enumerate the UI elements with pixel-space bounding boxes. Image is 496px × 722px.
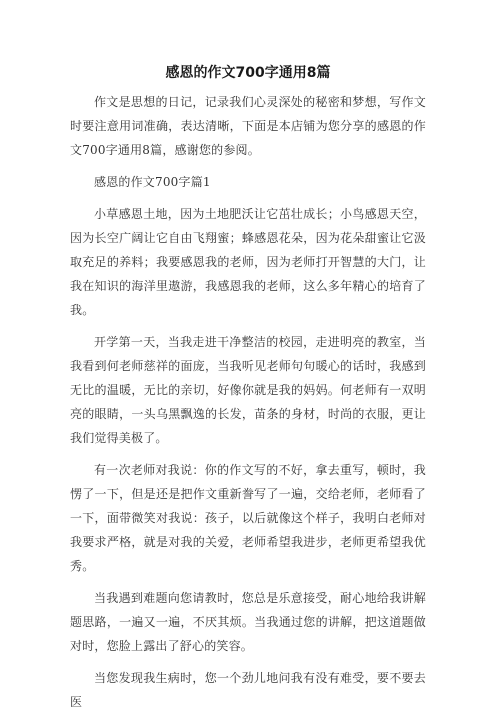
body-paragraph: 有一次老师对我说：你的作文写的不好，拿去重写，顿时，我愣了一下，但是还是把作文重新誊写了一遍，交给老师，老师看了一下，面带微笑对我说：孩子，以后就像这个样子，我明白老师对我要求严格，就是对我的关爱，老师希望我进步，老师更希望我优秀。 [70, 463, 426, 573]
body-paragraph: 当您发现我生病时，您一个劲儿地问我有没有难受，要不要去医 [70, 671, 426, 709]
body-paragraph: 当我遇到难题向您请教时，您总是乐意接受，耐心地给我讲解题思路，一遍又一遍，不厌其烦。当我通过您的讲解，把这道题做对时，您脸上露出了舒心的笑容。 [70, 591, 426, 653]
body-paragraph: 开学第一天，当我走进干净整洁的校园，走进明亮的教室，当我看到何老师慈祥的面庞，当我听见老师句句暖心的话时，我感到无比的温暖，无比的亲切，好像你就是我的妈妈。何老师有一双明亮的眼睛，一头乌黑飘逸的长发，苗条的身材，时尚的衣服，更让我们觉得美极了。 [70, 335, 426, 445]
intro-paragraph: 作文是思想的日记，记录我们心灵深处的秘密和梦想，写作文时要注意用词准确，表达清晰，下面是本店铺为您分享的感恩的作文700字通用8篇，感谢您的参阅。 [70, 95, 426, 157]
body-paragraph: 小草感恩土地，因为土地肥沃让它茁壮成长；小鸟感恩天空，因为长空广阔让它自由飞翔蜜；蜂感恩花朵，因为花朵甜蜜让它汲取充足的养料；我要感恩我的老师，因为老师打开智慧的大门，让我在知识的海洋里遨游，我感恩我的老师，这么多年精心的培育了我。 [70, 207, 426, 317]
section-heading: 感恩的作文700字篇1 [94, 175, 211, 189]
document-title: 感恩的作文700字通用8篇 [165, 65, 331, 81]
document-body [70, 90, 426, 722]
